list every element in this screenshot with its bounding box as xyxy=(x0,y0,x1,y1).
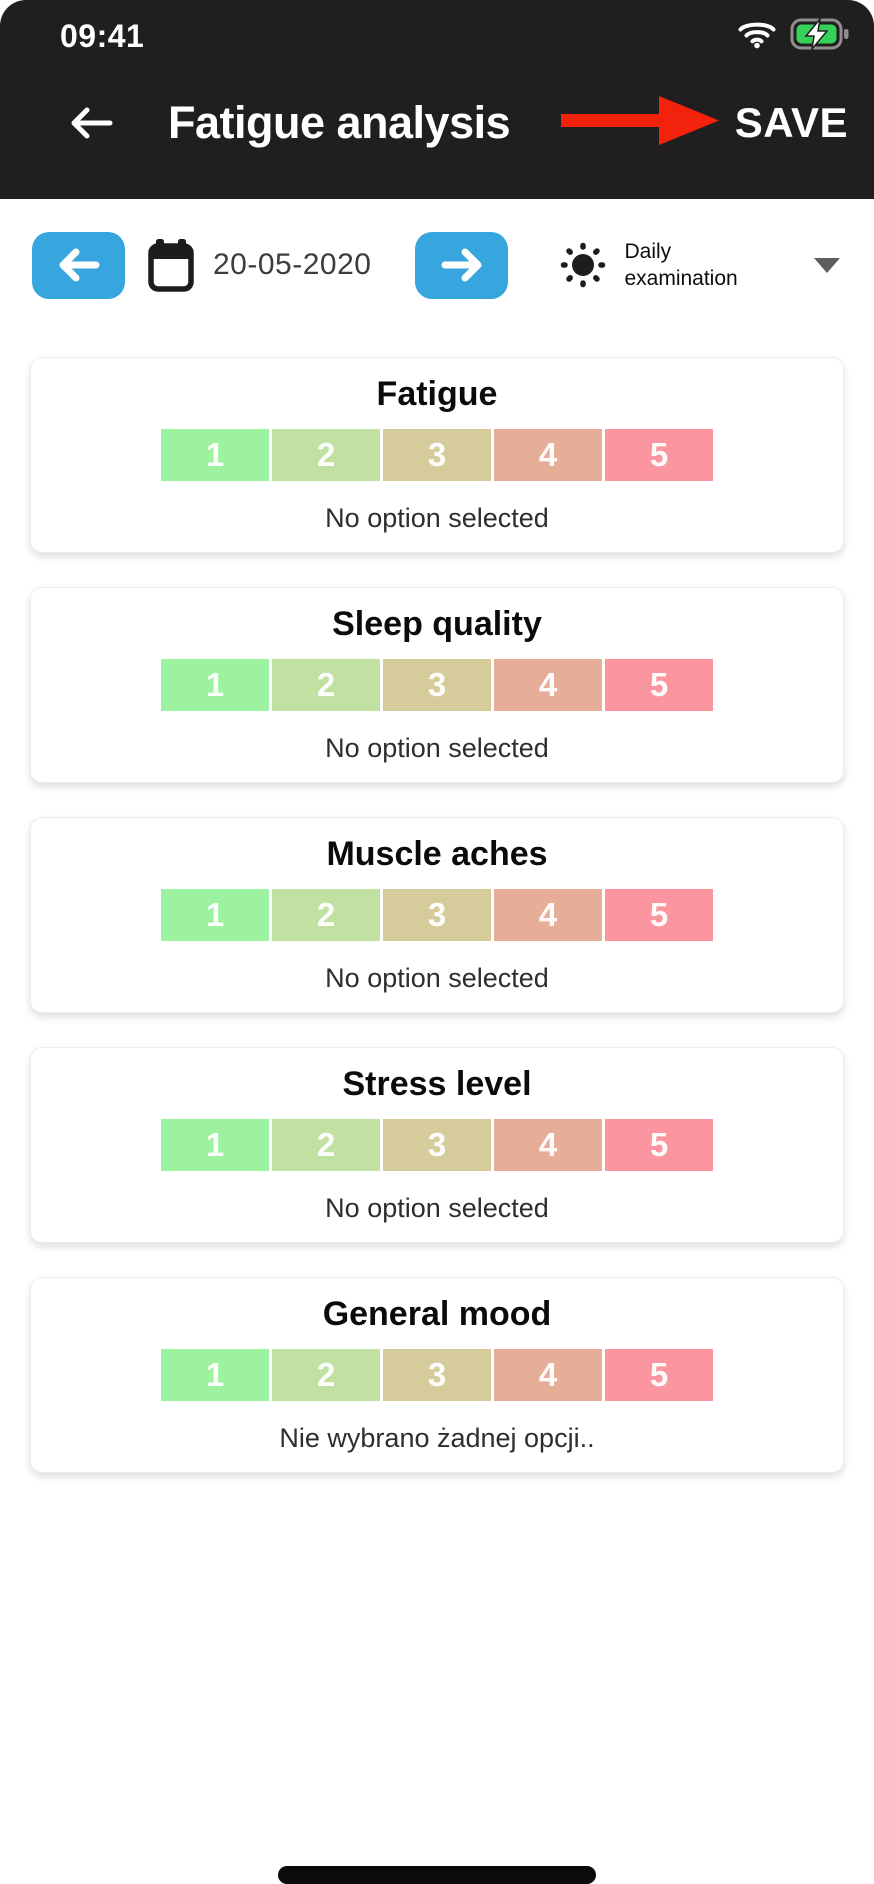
rating-option-1[interactable]: 1 xyxy=(161,659,269,711)
card-title: Fatigue xyxy=(376,375,498,413)
rating-option-3[interactable]: 3 xyxy=(383,659,491,711)
status-bar xyxy=(60,14,850,58)
rating-option-2[interactable]: 2 xyxy=(272,1349,380,1401)
selection-status: Nie wybrano żadnej opcji.. xyxy=(279,1423,595,1453)
app-header xyxy=(0,0,874,199)
rating-option-5[interactable]: 5 xyxy=(605,1349,713,1401)
selection-status: No option selected xyxy=(325,963,549,993)
status-time: 09:41 xyxy=(60,17,145,54)
rating-scale xyxy=(31,1119,843,1171)
rating-option-2[interactable]: 2 xyxy=(272,659,380,711)
rating-option-4[interactable]: 4 xyxy=(494,889,602,941)
rating-option-4[interactable]: 4 xyxy=(494,429,602,481)
rating-scale xyxy=(31,429,843,481)
battery-charging-icon xyxy=(790,18,850,55)
red-arrow-icon xyxy=(561,92,721,153)
rating-option-1[interactable]: 1 xyxy=(161,1349,269,1401)
back-button[interactable] xyxy=(68,102,118,144)
card-general-mood xyxy=(30,1277,844,1473)
rating-option-1[interactable]: 1 xyxy=(161,429,269,481)
home-indicator[interactable] xyxy=(278,1866,596,1884)
back-arrow-icon xyxy=(68,104,114,142)
arrow-right-icon xyxy=(441,248,483,282)
page-title: Fatigue analysis xyxy=(168,96,511,148)
chevron-down-icon xyxy=(814,258,840,273)
nav-bar xyxy=(60,92,850,153)
rating-scale xyxy=(31,1349,843,1401)
rating-option-2[interactable]: 2 xyxy=(272,889,380,941)
next-day-button[interactable] xyxy=(415,232,508,299)
status-icons xyxy=(738,18,850,55)
card-stress-level xyxy=(30,1047,844,1243)
rating-option-1[interactable]: 1 xyxy=(161,1119,269,1171)
selection-status: No option selected xyxy=(325,503,549,533)
card-sleep-quality xyxy=(30,587,844,783)
wifi-icon xyxy=(738,19,776,54)
card-title: Muscle aches xyxy=(326,835,548,873)
exam-type-label: Daily examination xyxy=(624,240,738,290)
rating-option-5[interactable]: 5 xyxy=(605,889,713,941)
rating-option-2[interactable]: 2 xyxy=(272,429,380,481)
rating-option-4[interactable]: 4 xyxy=(494,659,602,711)
rating-option-3[interactable]: 3 xyxy=(383,1349,491,1401)
rating-option-5[interactable]: 5 xyxy=(605,1119,713,1171)
card-title: General mood xyxy=(322,1295,552,1333)
exam-type-dropdown[interactable] xyxy=(558,238,854,292)
card-fatigue xyxy=(30,357,844,553)
rating-option-4[interactable]: 4 xyxy=(494,1349,602,1401)
previous-day-button[interactable] xyxy=(32,232,125,299)
rating-option-5[interactable]: 5 xyxy=(605,429,713,481)
rating-option-4[interactable]: 4 xyxy=(494,1119,602,1171)
rating-option-5[interactable]: 5 xyxy=(605,659,713,711)
card-title: Stress level xyxy=(342,1065,532,1103)
selected-date: 20-05-2020 xyxy=(213,248,372,281)
date-picker[interactable] xyxy=(147,237,371,293)
save-button[interactable]: SAVE xyxy=(734,98,848,146)
rating-option-3[interactable]: 3 xyxy=(383,1119,491,1171)
rating-scale xyxy=(31,659,843,711)
rating-option-3[interactable]: 3 xyxy=(383,429,491,481)
question-cards xyxy=(0,357,874,1473)
selection-status: No option selected xyxy=(325,733,549,763)
arrow-left-icon xyxy=(58,248,100,282)
rating-option-1[interactable]: 1 xyxy=(161,889,269,941)
date-toolbar xyxy=(0,225,874,305)
card-title: Sleep quality xyxy=(332,605,542,643)
calendar-icon xyxy=(147,237,195,293)
rating-option-2[interactable]: 2 xyxy=(272,1119,380,1171)
rating-option-3[interactable]: 3 xyxy=(383,889,491,941)
selection-status: No option selected xyxy=(325,1193,549,1223)
sun-icon xyxy=(558,240,608,290)
card-muscle-aches xyxy=(30,817,844,1013)
rating-scale xyxy=(31,889,843,941)
